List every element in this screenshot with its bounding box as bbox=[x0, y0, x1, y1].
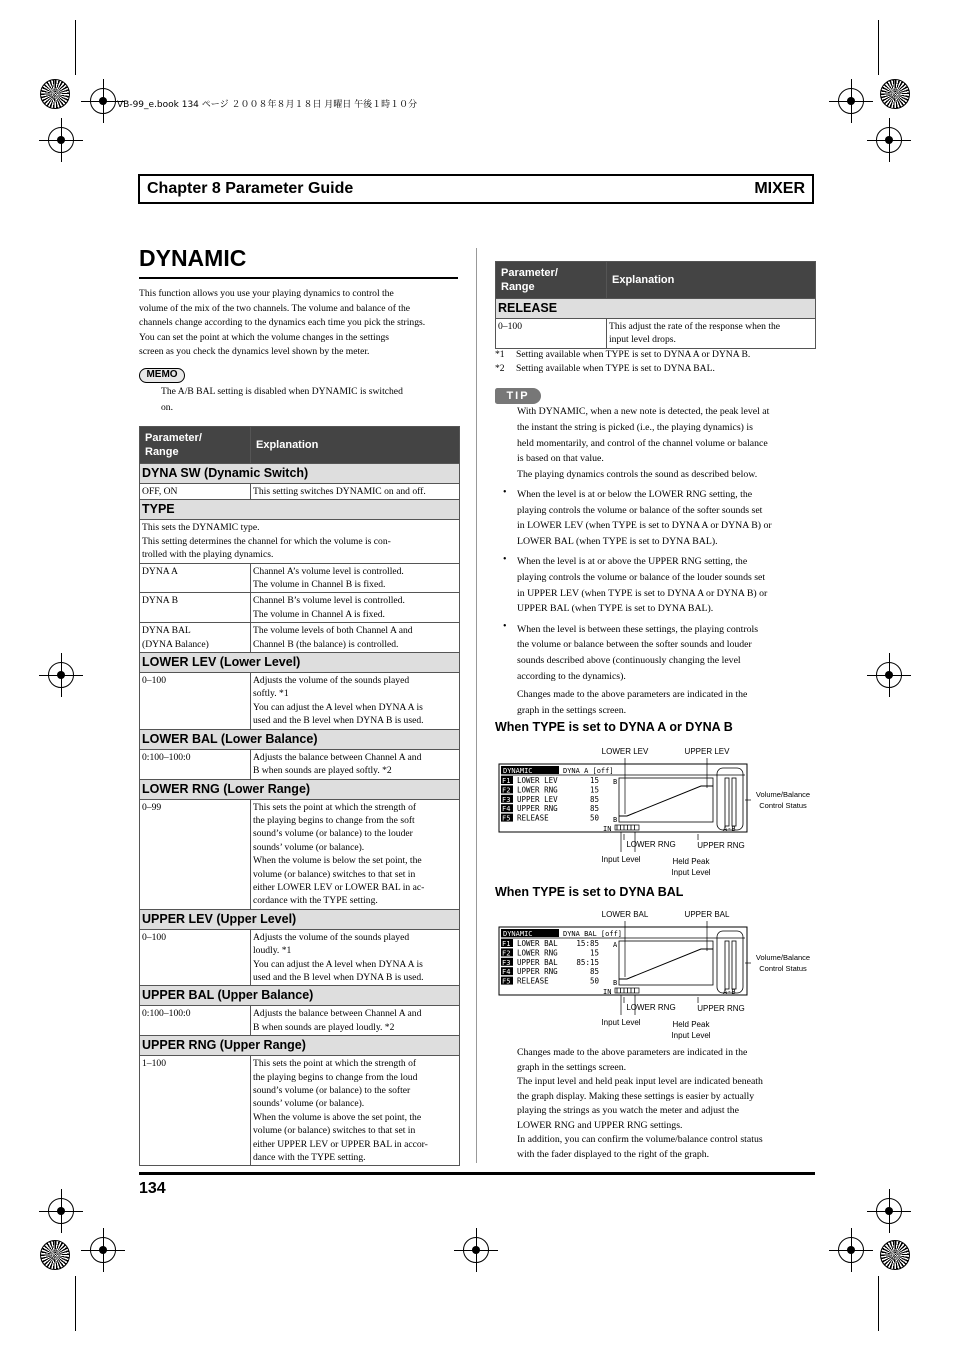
lcd-param-value: 15:85 bbox=[576, 939, 599, 948]
function-key-label: F1 bbox=[502, 940, 511, 948]
lcd-param-value: 50 bbox=[589, 976, 599, 986]
section-row bbox=[496, 299, 816, 319]
explanation-cell: Channel A’s volume level is controlled. The volume in Channel B is fixed. bbox=[251, 563, 460, 593]
range-cell: 0:100–100:0 bbox=[140, 1006, 251, 1036]
diagram-heading: When TYPE is set to DYNA A or DYNA B bbox=[495, 720, 733, 734]
parameter-table-body bbox=[140, 464, 460, 1166]
bullet-line: in UPPER LEV (when TYPE is set to DYNA A or DYNA B) or bbox=[517, 587, 768, 599]
header-line: Range bbox=[145, 446, 179, 458]
function-key-label: F4 bbox=[502, 805, 511, 814]
closing-line: with the fader displayed to the right of the graph. bbox=[517, 1148, 710, 1160]
section-row bbox=[140, 653, 460, 673]
footer-rule bbox=[139, 1172, 815, 1175]
callout-label: Input Level bbox=[601, 855, 641, 864]
bullet-line: sounds described above (continuously changing the level bbox=[517, 654, 741, 666]
section-row bbox=[140, 779, 460, 799]
explanation-header: Explanation bbox=[251, 427, 460, 464]
function-key-label: F2 bbox=[502, 786, 511, 795]
lcd-type-text: DYNA A [off] bbox=[563, 767, 614, 775]
range-cell: 0–100 bbox=[140, 929, 251, 986]
table-row bbox=[140, 749, 460, 779]
callout-label: Input Level bbox=[671, 1031, 711, 1040]
tip-text bbox=[517, 404, 817, 483]
explanation-cell: This setting switches DYNAMIC on and off. bbox=[251, 484, 460, 500]
section-heading: UPPER BAL (Upper Balance) bbox=[140, 986, 460, 1006]
crosshair-icon bbox=[876, 1198, 902, 1224]
callout-label: Control Status bbox=[759, 801, 807, 810]
crosshair-icon bbox=[876, 662, 902, 688]
title-rule bbox=[139, 277, 458, 279]
lcd-param-name: RELEASE bbox=[517, 976, 549, 986]
intro-line: channels change according to the dynamics each time you pick the strings. bbox=[139, 317, 426, 329]
explanation-cell: Adjusts the balance between Channel A and B when sounds are played softly. *2 bbox=[251, 749, 460, 779]
lcd-param-name: LOWER RNG bbox=[517, 948, 558, 958]
crosshair-icon bbox=[48, 662, 74, 688]
memo-line: on. bbox=[161, 401, 173, 413]
closing-line: the graph display. Making these settings is easier by actually bbox=[517, 1090, 755, 1102]
callout-label: LOWER RNG bbox=[626, 1003, 676, 1012]
lcd-param-name: UPPER RNG bbox=[517, 804, 558, 814]
section-title: MIXER bbox=[754, 180, 805, 197]
section-heading: TYPE bbox=[140, 500, 460, 520]
bullet-line: according to the dynamics). bbox=[517, 670, 626, 682]
crosshair-icon bbox=[90, 1237, 116, 1263]
explanation-cell: Adjusts the volume of the sounds played softly. *1 You can adjust the A level when DYNA A is used and the B level when DYNA B is used. bbox=[251, 673, 460, 730]
range-cell: 0–100 bbox=[140, 673, 251, 730]
bullet-icon: • bbox=[503, 621, 507, 632]
registration-target-icon bbox=[40, 1240, 70, 1270]
table-row bbox=[140, 623, 460, 653]
closing-line: LOWER RNG and UPPER RNG settings. bbox=[517, 1119, 683, 1131]
function-key-label: F1 bbox=[502, 777, 511, 785]
closing-line: In addition, you can confirm the volume/balance control status bbox=[517, 1134, 763, 1145]
tip-after-line: graph in the settings screen. bbox=[517, 704, 627, 716]
lcd-param-value: 85:15 bbox=[576, 957, 599, 967]
section-row bbox=[140, 500, 460, 520]
explanation-cell: Adjusts the balance between Channel A and B when sounds are played loudly. *2 bbox=[251, 1006, 460, 1036]
closing-paragraph bbox=[517, 1046, 817, 1162]
parameter-table bbox=[139, 426, 460, 1166]
bullet-line: the volume or balance between the softer sounds and louder bbox=[517, 639, 752, 651]
lcd-diagram-dyna-bal bbox=[495, 905, 815, 1045]
callout-label: UPPER RNG bbox=[697, 1004, 745, 1013]
explanation-cell: This adjust the rate of the response when the input level drops. bbox=[607, 319, 816, 349]
tip-bullets bbox=[517, 487, 817, 718]
explanation-header: Explanation bbox=[607, 262, 816, 299]
callout-label: Input Level bbox=[601, 1018, 641, 1027]
callout-label: UPPER LEV bbox=[684, 747, 730, 756]
lcd-param-value: 15 bbox=[589, 785, 599, 795]
param-range-header bbox=[140, 427, 251, 464]
range-cell: 0–99 bbox=[140, 799, 251, 909]
registration-target-icon bbox=[880, 79, 910, 109]
section-row bbox=[140, 464, 460, 484]
callout-label: Control Status bbox=[759, 964, 807, 973]
chapter-header bbox=[138, 174, 814, 204]
section-row bbox=[140, 986, 460, 1006]
range-cell: OFF, ON bbox=[140, 484, 251, 500]
lcd-type-text: DYNA BAL [off] bbox=[563, 930, 623, 938]
section-heading: UPPER LEV (Upper Level) bbox=[140, 909, 460, 929]
tip-bullet bbox=[517, 487, 817, 549]
range-cell: 1–100 bbox=[140, 1056, 251, 1166]
crosshair-icon bbox=[90, 88, 116, 114]
lcd-screen-illustration bbox=[495, 905, 815, 1045]
intro-line: You can set the point at which the volume changes in the settings bbox=[139, 331, 390, 343]
lcd-param-name: RELEASE bbox=[517, 813, 549, 823]
section-row bbox=[140, 729, 460, 749]
section-heading: LOWER BAL (Lower Balance) bbox=[140, 729, 460, 749]
bullet-line: LOWER BAL (when TYPE is set to DYNA BAL). bbox=[517, 535, 718, 547]
bullet-icon: • bbox=[503, 554, 507, 565]
page-title: DYNAMIC bbox=[139, 245, 247, 271]
callout-label: Input Level bbox=[671, 868, 711, 877]
graph-axis-bottom: B bbox=[613, 816, 618, 824]
lcd-param-name: LOWER BAL bbox=[517, 939, 558, 948]
lcd-param-value: 85 bbox=[589, 804, 599, 814]
callout-label: UPPER BAL bbox=[684, 910, 730, 919]
header-line: Range bbox=[501, 281, 535, 293]
footnotes bbox=[495, 348, 750, 377]
lcd-param-name: LOWER LEV bbox=[517, 776, 558, 785]
table-row bbox=[140, 929, 460, 986]
explanation-cell: Channel B’s volume level is controlled. The volume in Channel A is fixed. bbox=[251, 593, 460, 623]
bullet-icon: • bbox=[503, 487, 507, 498]
lcd-param-value: 85 bbox=[589, 967, 599, 977]
tip-line: held momentarily, and control of the channel volume or balance bbox=[517, 437, 768, 449]
graph-axis-right: A-B bbox=[723, 825, 736, 833]
tip-line: is based on that value. bbox=[517, 453, 604, 465]
closing-line: Changes made to the above parameters are indicated in the bbox=[517, 1047, 748, 1058]
lcd-param-value: 50 bbox=[589, 813, 599, 823]
function-key-label: F5 bbox=[502, 814, 511, 823]
section-row bbox=[140, 1036, 460, 1056]
registration-target-icon bbox=[880, 1240, 910, 1270]
footnote-text: Setting available when TYPE is set to DYNA A or DYNA B. bbox=[516, 349, 751, 360]
diagram-heading: When TYPE is set to DYNA BAL bbox=[495, 885, 684, 899]
range-cell: DYNA B bbox=[140, 593, 251, 623]
lcd-param-name: UPPER RNG bbox=[517, 967, 558, 977]
bullet-line: in LOWER LEV (when TYPE is set to DYNA A or DYNA B) or bbox=[517, 520, 772, 532]
crosshair-icon bbox=[463, 1237, 489, 1263]
tip-line: With DYNAMIC, when a new note is detected, the peak level at bbox=[517, 406, 770, 417]
tip-line: The playing dynamics controls the sound as described below. bbox=[517, 469, 758, 481]
tip-after-line: Changes made to the above parameters are indicated in the bbox=[517, 689, 748, 701]
footnote-text: Setting available when TYPE is set to DYNA BAL. bbox=[516, 363, 715, 375]
parameter-table-continued bbox=[495, 261, 816, 349]
explanation-cell: The volume levels of both Channel A and Channel B (the balance) is controlled. bbox=[251, 623, 460, 653]
bullet-line: UPPER BAL (when TYPE is set to DYNA BAL). bbox=[517, 603, 714, 615]
footnote-mark: *1 bbox=[495, 349, 505, 360]
crosshair-icon bbox=[838, 1237, 864, 1263]
callout-label: LOWER RNG bbox=[626, 840, 676, 849]
function-key-label: F3 bbox=[502, 795, 511, 804]
memo-note bbox=[161, 384, 461, 415]
description-row bbox=[140, 520, 460, 563]
input-meter-label: IN bbox=[603, 988, 612, 996]
tip-badge: TIP bbox=[495, 388, 541, 404]
tip-line: the instant the string is picked (i.e., the playing dynamics) is bbox=[517, 421, 753, 433]
graph-axis-top: B bbox=[613, 778, 618, 786]
lcd-param-name: UPPER BAL bbox=[517, 957, 558, 967]
lcd-param-name: UPPER LEV bbox=[517, 794, 558, 804]
tip-bullet bbox=[517, 554, 817, 616]
range-cell: DYNA BAL (DYNA Balance) bbox=[140, 623, 251, 653]
param-range-header bbox=[496, 262, 607, 299]
chapter-title: Chapter 8 Parameter Guide bbox=[147, 180, 354, 197]
table-row bbox=[140, 1056, 460, 1166]
tip-bullet bbox=[517, 622, 817, 684]
memo-line: The A/B BAL setting is disabled when DYNAMIC is switched bbox=[161, 386, 403, 397]
lcd-diagram-dyna-a bbox=[495, 742, 815, 882]
graph-axis-right: A-B bbox=[723, 988, 736, 996]
callout-label: Volume/Balance bbox=[755, 953, 811, 962]
callout-label: UPPER RNG bbox=[697, 841, 745, 850]
table-row bbox=[496, 319, 816, 349]
description-cell: This sets the DYNAMIC type. This setting determines the channel for which the volume is con- trolled with the playing dynamics. bbox=[140, 520, 460, 563]
table-row bbox=[140, 673, 460, 730]
range-cell: 0:100–100:0 bbox=[140, 749, 251, 779]
range-cell: DYNA A bbox=[140, 563, 251, 593]
lcd-param-value: 85 bbox=[589, 794, 599, 804]
lcd-tab-label: DYNAMIC bbox=[503, 767, 533, 775]
table-row bbox=[140, 799, 460, 909]
lcd-param-name: LOWER RNG bbox=[517, 785, 558, 795]
intro-paragraph bbox=[139, 287, 464, 360]
crosshair-icon bbox=[48, 127, 74, 153]
section-heading: UPPER RNG (Upper Range) bbox=[140, 1036, 460, 1056]
explanation-cell: This sets the point at which the strength of the playing begins to change from the loud sound’s volume (or balance) to the softer sounds’ volume (or balance). When the volume is above the set point, the volume (or balance) switches to that set in either UPPER LEV or UPPER BAL in accor- dance with the TYPE setting. bbox=[251, 1056, 460, 1166]
closing-line: playing the strings as you watch the meter and adjust the bbox=[517, 1105, 740, 1116]
intro-line: screen as you check the dynamics level shown by the meter. bbox=[139, 346, 370, 358]
page-number: 134 bbox=[139, 1180, 166, 1197]
callout-label: Held Peak bbox=[672, 857, 710, 866]
bullet-line: playing controls the volume or balance of the softer sounds set bbox=[517, 504, 763, 516]
function-key-label: F2 bbox=[502, 949, 511, 958]
graph-axis-top: A bbox=[613, 941, 618, 949]
intro-line: This function allows you use your playing dynamics to control the bbox=[139, 288, 394, 299]
lcd-screen-illustration bbox=[495, 742, 815, 882]
bullet-line: playing controls the volume or balance of the louder sounds set bbox=[517, 571, 766, 583]
callout-label: LOWER BAL bbox=[601, 910, 649, 919]
section-heading: DYNA SW (Dynamic Switch) bbox=[140, 464, 460, 484]
footnote-mark: *2 bbox=[495, 363, 505, 375]
function-key-label: F3 bbox=[502, 958, 511, 967]
range-cell: 0–100 bbox=[496, 319, 607, 349]
table-row bbox=[140, 484, 460, 500]
parameter-table-body bbox=[496, 299, 816, 349]
function-key-label: F4 bbox=[502, 968, 511, 977]
callout-label: Volume/Balance bbox=[755, 790, 811, 799]
bullet-line: When the level is at or above the UPPER RNG setting, the bbox=[517, 556, 748, 568]
table-row bbox=[140, 1006, 460, 1036]
header-line: Parameter/ bbox=[501, 267, 558, 279]
table-row bbox=[140, 593, 460, 623]
function-key-label: F5 bbox=[502, 977, 511, 986]
closing-line: The input level and held peak input level are indicated beneath bbox=[517, 1076, 763, 1087]
bullet-line: When the level is between these settings, the playing controls bbox=[517, 623, 759, 635]
crosshair-icon bbox=[48, 1198, 74, 1224]
lcd-tab-label: DYNAMIC bbox=[503, 930, 533, 938]
bullet-line: When the level is at or below the LOWER RNG setting, the bbox=[517, 489, 753, 500]
callout-label: LOWER LEV bbox=[601, 747, 649, 756]
header-line: Parameter/ bbox=[145, 432, 202, 444]
input-meter-label: IN bbox=[603, 825, 612, 833]
graph-axis-bottom: B bbox=[613, 979, 618, 987]
print-info: VB-99_e.book 134 ページ ２００８年８月１８日 月曜日 午後１時１０分 bbox=[117, 100, 418, 110]
crosshair-icon bbox=[876, 127, 902, 153]
section-heading: LOWER LEV (Lower Level) bbox=[140, 653, 460, 673]
lcd-param-value: 15 bbox=[589, 948, 599, 958]
intro-line: volume of the mix of the two channels. The volume and balance of the bbox=[139, 302, 411, 314]
closing-line: graph in the settings screen. bbox=[517, 1061, 627, 1073]
callout-label: Held Peak bbox=[672, 1020, 710, 1029]
memo-badge: MEMO bbox=[139, 368, 185, 383]
section-row bbox=[140, 909, 460, 929]
explanation-cell: This sets the point at which the strength of the playing begins to change from the soft sound’s volume (or balance) to the louder sounds’ volume (or balance). When the volume is below the set point, the volume (or balance) switches to that set in either LOWER LEV or LOWER BAL in ac- cordance with the TYPE setting. bbox=[251, 799, 460, 909]
crosshair-icon bbox=[838, 88, 864, 114]
section-heading: LOWER RNG (Lower Range) bbox=[140, 779, 460, 799]
registration-target-icon bbox=[40, 79, 70, 109]
explanation-cell: Adjusts the volume of the sounds played loudly. *1 You can adjust the A level when DYNA A is used and the B level when DYNA B is used. bbox=[251, 929, 460, 986]
column-divider bbox=[476, 248, 477, 1163]
table-row bbox=[140, 563, 460, 593]
section-heading: RELEASE bbox=[496, 299, 816, 319]
lcd-param-value: 15 bbox=[589, 776, 599, 785]
